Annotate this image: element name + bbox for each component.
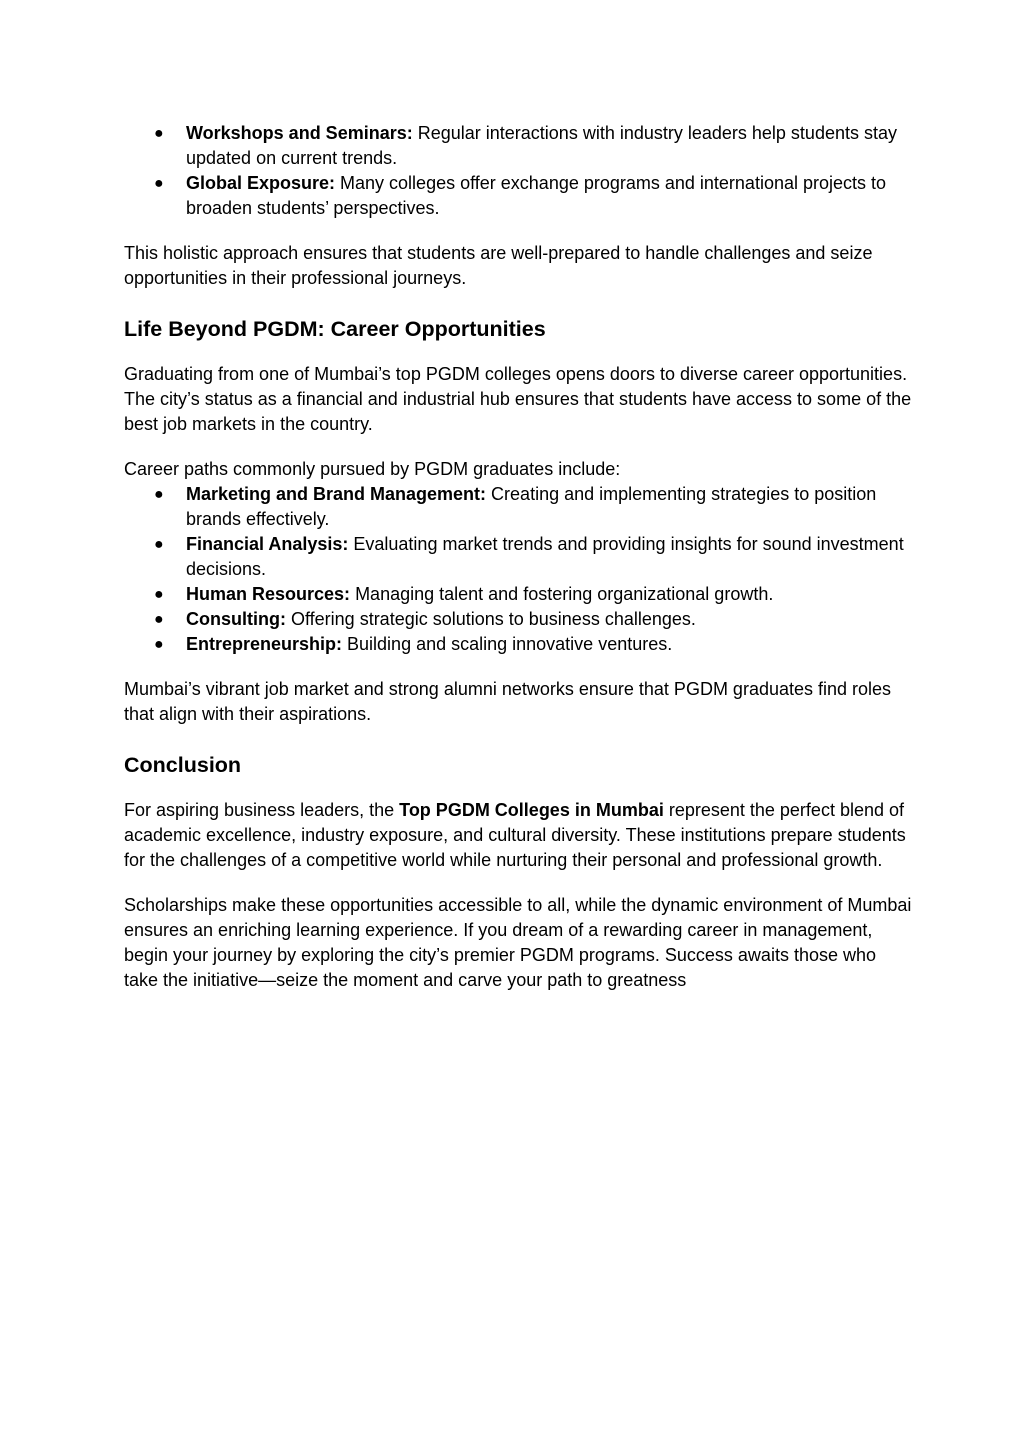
paragraph-career-paths: Career paths commonly pursued by PGDM graduates include: bbox=[124, 459, 621, 479]
section-heading-conclusion: Conclusion bbox=[124, 753, 242, 777]
paragraph-job-market: Mumbai’s vibrant job market and strong alumni networks ensure that PGDM graduates find roles that align with their aspirations. bbox=[124, 679, 892, 724]
list-item-lead: Entrepreneurship: bbox=[186, 634, 343, 654]
list-item-lead: Global Exposure: bbox=[186, 173, 336, 193]
paragraph-graduating: Graduating from one of Mumbai’s top PGDM colleges opens doors to diverse career opportunities. The city’s status as a financial and industrial hub ensures that students have access to some of the best job markets in the country. bbox=[124, 364, 912, 434]
list-item-lead: Workshops and Seminars: bbox=[186, 123, 413, 143]
paragraph-bold-text: Top PGDM Colleges in Mumbai bbox=[399, 800, 664, 820]
list-item-text: Building and scaling innovative ventures. bbox=[342, 634, 673, 654]
list-item-lead: Human Resources: bbox=[186, 584, 351, 604]
list-item-text: Creating and implementing strategies to position brands effectively. bbox=[186, 484, 877, 529]
bullet-icon: ● bbox=[154, 636, 164, 653]
section-heading-career: Life Beyond PGDM: Career Opportunities bbox=[124, 317, 546, 341]
bullet-icon: ● bbox=[154, 486, 164, 503]
list-item bbox=[124, 482, 914, 532]
list-item-text: Regular interactions with industry leaders help students stay updated on current trends. bbox=[186, 123, 897, 168]
bullet-icon: ● bbox=[154, 536, 164, 553]
paragraph-holistic: This holistic approach ensures that students are well-prepared to handle challenges and seize opportunities in their professional journeys. bbox=[124, 243, 873, 288]
list-item-lead: Marketing and Brand Management: bbox=[186, 484, 487, 504]
list-item bbox=[124, 532, 914, 582]
list-item-text: Many colleges offer exchange programs and international projects to broaden students’ perspectives. bbox=[186, 173, 887, 218]
bullet-list-programs bbox=[124, 121, 914, 221]
paragraph-scholarships: Scholarships make these opportunities accessible to all, while the dynamic environment of Mumbai ensures an enriching learning experience. If you dream of a rewarding career in management, begin your journey by exploring the city’s premier PGDM programs. Success awaits those who take the initiative—seize the moment and carve your path to greatness bbox=[124, 895, 912, 990]
list-item-text: Managing talent and fostering organizational growth. bbox=[350, 584, 774, 604]
bullet-list-careers bbox=[124, 482, 914, 657]
bullet-icon: ● bbox=[154, 125, 164, 142]
bullet-icon: ● bbox=[154, 611, 164, 628]
list-item-lead: Financial Analysis: bbox=[186, 534, 349, 554]
list-item bbox=[124, 171, 914, 221]
bullet-icon: ● bbox=[154, 175, 164, 192]
bullet-icon: ● bbox=[154, 586, 164, 603]
paragraph-text: represent the perfect blend of academic excellence, industry exposure, and cultural diversity. These institutions prepare students for the challenges of a competitive world while nurturing their personal and professional growth. bbox=[124, 800, 906, 870]
document-page bbox=[124, 121, 914, 993]
list-item-text: Offering strategic solutions to business challenges. bbox=[285, 609, 696, 629]
list-item-lead: Consulting: bbox=[186, 609, 286, 629]
list-item bbox=[124, 121, 914, 171]
paragraph-aspiring-leaders bbox=[124, 798, 914, 873]
list-item bbox=[124, 632, 914, 657]
paragraph-text: For aspiring business leaders, the bbox=[124, 800, 400, 820]
list-item-text: Evaluating market trends and providing insights for sound investment decisions. bbox=[186, 534, 904, 579]
list-item bbox=[124, 582, 914, 607]
list-item bbox=[124, 607, 914, 632]
